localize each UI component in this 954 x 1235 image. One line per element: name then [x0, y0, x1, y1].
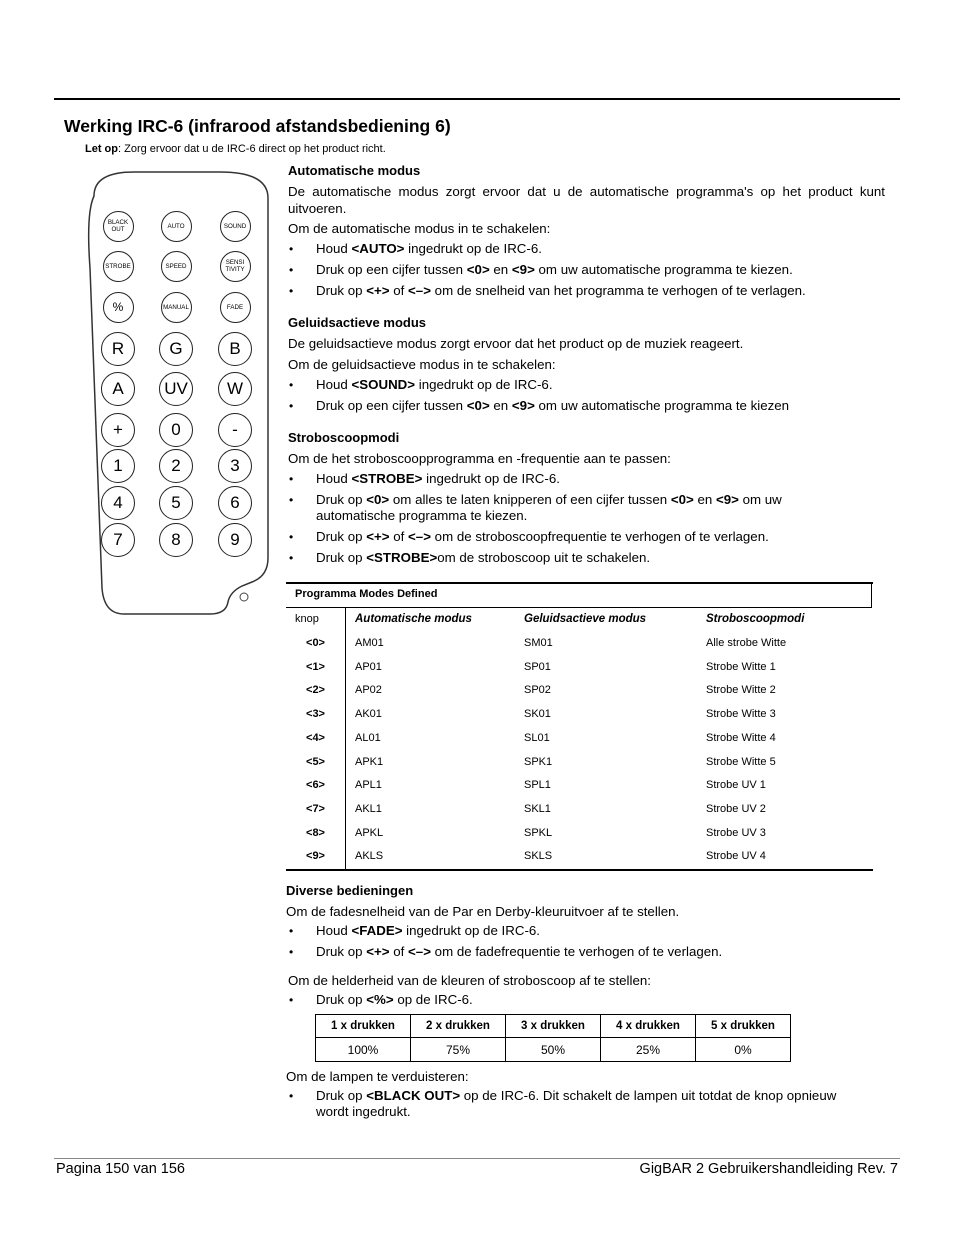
- key-label: <9>: [511, 262, 535, 277]
- diverse-intro-brightness: Om de helderheid van de kleuren of stroboscoop af te stellen:: [288, 973, 651, 988]
- bullet-item: [288, 529, 818, 545]
- remote-button-two: 2: [159, 449, 193, 483]
- key-label: <0>: [466, 262, 490, 277]
- press-count-header: 5 x drukken: [696, 1015, 791, 1038]
- brightness-bullets: [288, 992, 848, 1013]
- program-cell: AKL1: [355, 802, 382, 815]
- auto-intro: Om de automatische modus in te schakelen:: [288, 221, 551, 236]
- note-label: Let op: [85, 143, 118, 155]
- key-label: <STROBE>: [366, 550, 438, 565]
- sound-paragraph: De geluidsactieve modus zorgt ervoor dat het product op de muziek reageert.: [288, 336, 744, 351]
- program-cell: SKL1: [524, 802, 551, 815]
- remote-button-r: R: [101, 332, 135, 366]
- program-cell: SPKL: [524, 826, 553, 839]
- remote-button-auto: AUTO: [161, 211, 192, 242]
- program-cell: Strobe UV 4: [706, 850, 766, 863]
- brightness-table: [315, 1014, 791, 1062]
- program-table-header: Stroboscoopmodi: [706, 613, 805, 625]
- key-label: <STROBE>: [351, 471, 423, 486]
- program-key: <2>: [306, 684, 325, 697]
- bullet-text: of: [389, 529, 409, 544]
- page-title: Werking IRC-6 (infrarood afstandsbediening 6): [64, 116, 451, 136]
- remote-button-fade: FADE: [220, 292, 251, 323]
- remote-button-black-out: BLACK OUT: [103, 211, 134, 242]
- program-table-header: Automatische modus: [355, 613, 472, 625]
- program-key: <7>: [306, 802, 325, 815]
- program-key: <4>: [306, 731, 325, 744]
- press-count-header: 3 x drukken: [506, 1015, 601, 1038]
- remote-button-minus: -: [218, 413, 252, 447]
- bullet-text: ingedrukt op de IRC-6.: [402, 923, 540, 938]
- program-key: <6>: [306, 779, 325, 792]
- key-label: <–>: [408, 283, 431, 298]
- auto-bullets: [288, 241, 848, 304]
- bullet-item: [288, 398, 848, 414]
- bullet-text: Houd: [316, 241, 352, 256]
- diverse-heading: Diverse bedieningen: [286, 883, 414, 898]
- bullet-text: om de fadefrequentie te verhogen of te verlagen.: [430, 944, 723, 959]
- program-cell: Strobe Witte 4: [706, 731, 776, 744]
- bullet-text: of: [389, 944, 409, 959]
- bullet-text: Druk op een cijfer tussen: [316, 262, 467, 277]
- blackout-bullets: [288, 1088, 868, 1125]
- bullet-text: op de IRC-6. Dit schakelt de lampen uit totdat de knop opnieuw wordt ingedrukt.: [316, 1088, 837, 1119]
- bullet-text: Houd: [316, 377, 352, 392]
- remote-control-illustration: [82, 168, 272, 620]
- bullet-text: op de IRC-6.: [393, 992, 473, 1007]
- key-label: <+>: [366, 529, 390, 544]
- program-cell: AP02: [355, 684, 382, 697]
- remote-button-speed: SPEED: [161, 251, 192, 282]
- program-cell: SK01: [524, 708, 551, 721]
- bullet-text: Druk op: [316, 492, 367, 507]
- auto-paragraph: De automatische modus zorgt ervoor dat u de automatische programma's op het product kunt uitvoeren.: [288, 184, 885, 216]
- bullet-item: [288, 492, 818, 524]
- remote-button-w: W: [218, 372, 252, 406]
- bullet-text: om uw automatische programma te kiezen.: [316, 492, 782, 523]
- brightness-value: 50%: [506, 1038, 601, 1062]
- ir-led-icon: [240, 593, 248, 601]
- bullet-item: [288, 471, 818, 487]
- bullet-text: en: [489, 262, 512, 277]
- bullet-item: [288, 262, 848, 278]
- bullet-text: ingedrukt op de IRC-6.: [422, 471, 560, 486]
- remote-button-manual: MANUAL: [161, 292, 192, 323]
- key-label: <9>: [715, 492, 739, 507]
- bullet-item: [288, 923, 848, 939]
- key-label: <0>: [366, 492, 390, 507]
- remote-button-strobe: STROBE: [103, 251, 134, 282]
- remote-button-uv: UV: [159, 372, 193, 406]
- remote-button-plus: +: [101, 413, 135, 447]
- remote-button-one: 1: [101, 449, 135, 483]
- remote-button-a: A: [101, 372, 135, 406]
- bullet-text: Houd: [316, 923, 352, 938]
- bullet-text: om de snelheid van het programma te verhogen of te verlagen.: [430, 283, 806, 298]
- brightness-value: 75%: [411, 1038, 506, 1062]
- key-label: <BLACK OUT>: [366, 1088, 461, 1103]
- remote-button-sensitivity: SENSI TIVITY: [220, 251, 251, 282]
- program-cell: Strobe Witte 5: [706, 755, 776, 768]
- remote-button-sound: SOUND: [220, 211, 251, 242]
- program-cell: Strobe UV 1: [706, 779, 766, 792]
- program-cell: SL01: [524, 731, 550, 744]
- key-label: <0>: [466, 398, 490, 413]
- program-cell: Strobe UV 3: [706, 826, 766, 839]
- bullet-text: en: [489, 398, 512, 413]
- brightness-value: 25%: [601, 1038, 696, 1062]
- auto-heading: Automatische modus: [288, 163, 421, 178]
- program-key: <5>: [306, 755, 325, 768]
- bullet-text: en: [693, 492, 716, 507]
- remote-button-six: 6: [218, 486, 252, 520]
- bullet-item: [288, 944, 848, 960]
- program-cell: AM01: [355, 637, 384, 649]
- program-key: <1>: [306, 660, 325, 673]
- key-label: <0>: [670, 492, 694, 507]
- bullet-text: Druk op: [316, 550, 367, 565]
- program-cell: APL1: [355, 779, 382, 792]
- bullet-text: om uw automatische programma te kiezen.: [534, 262, 793, 277]
- press-count-header: 2 x drukken: [411, 1015, 506, 1038]
- footer-document-title: GigBAR 2 Gebruikershandleiding Rev. 7: [639, 1161, 898, 1177]
- program-cell: AP01: [355, 660, 382, 673]
- key-label: <+>: [366, 283, 390, 298]
- bullet-text: Druk op: [316, 283, 367, 298]
- program-cell: SPK1: [524, 755, 553, 768]
- press-count-header: 4 x drukken: [601, 1015, 696, 1038]
- brightness-value: 100%: [316, 1038, 411, 1062]
- program-table-title: Programma Modes Defined: [295, 588, 438, 600]
- sound-bullets: [288, 377, 848, 419]
- remote-button-b: B: [218, 332, 252, 366]
- bullet-item: [288, 550, 818, 566]
- sound-intro: Om de geluidsactieve modus in te schakelen:: [288, 357, 556, 372]
- key-label: <AUTO>: [351, 241, 405, 256]
- bullet-text: Houd: [316, 471, 352, 486]
- remote-button-zero: 0: [159, 413, 193, 447]
- program-key: <9>: [306, 850, 325, 863]
- sound-heading: Geluidsactieve modus: [288, 315, 426, 330]
- bullet-item: [288, 241, 848, 257]
- program-cell: Strobe UV 2: [706, 802, 766, 815]
- program-cell: Alle strobe Witte: [706, 637, 787, 649]
- key-label: <SOUND>: [351, 377, 416, 392]
- program-key: <0>: [306, 637, 325, 649]
- program-cell: Strobe Witte 2: [706, 684, 776, 697]
- footer-page-number: Pagina 150 van 156: [56, 1161, 185, 1177]
- bullet-text: ingedrukt op de IRC-6.: [404, 241, 542, 256]
- bullet-item: [288, 992, 848, 1008]
- diverse-intro-blackout: Om de lampen te verduisteren:: [286, 1069, 469, 1084]
- program-key: <3>: [306, 708, 325, 721]
- remote-button-three: 3: [218, 449, 252, 483]
- bullet-text: Druk op: [316, 992, 367, 1007]
- key-label: <+>: [366, 944, 390, 959]
- bullet-text: Druk op: [316, 944, 367, 959]
- remote-button-five: 5: [159, 486, 193, 520]
- program-cell: AL01: [355, 731, 381, 744]
- program-cell: SPL1: [524, 779, 551, 792]
- remote-button-eight: 8: [159, 523, 193, 557]
- fade-bullets: [288, 923, 848, 965]
- program-key: <8>: [306, 826, 325, 839]
- remote-button-seven: 7: [101, 523, 135, 557]
- bullet-text: om de stroboscoop uit te schakelen.: [437, 550, 651, 565]
- bullet-text: ingedrukt op de IRC-6.: [415, 377, 553, 392]
- bullet-text: of: [389, 283, 409, 298]
- bullet-item: [288, 377, 848, 393]
- bullet-text: Druk op: [316, 1088, 367, 1103]
- program-cell: AK01: [355, 708, 382, 721]
- program-cell: Strobe Witte 1: [706, 660, 776, 673]
- program-cell: APK1: [355, 755, 384, 768]
- key-label: <%>: [366, 992, 394, 1007]
- bullet-text: om de stroboscoopfrequentie te verhogen of te verlagen.: [430, 529, 769, 544]
- program-table-header: knop: [295, 613, 319, 625]
- key-label: <9>: [511, 398, 535, 413]
- remote-button-percent: %: [103, 292, 134, 323]
- program-cell: APKL: [355, 826, 384, 839]
- remote-button-four: 4: [101, 486, 135, 520]
- program-cell: SM01: [524, 637, 553, 649]
- brightness-value: 0%: [696, 1038, 791, 1062]
- note-text: : Zorg ervoor dat u de IRC-6 direct op het product richt.: [118, 143, 386, 155]
- program-table-header: Geluidsactieve modus: [524, 613, 647, 625]
- remote-button-g: G: [159, 332, 193, 366]
- key-label: <FADE>: [351, 923, 403, 938]
- bullet-text: Druk op: [316, 529, 367, 544]
- bullet-text: Druk op een cijfer tussen: [316, 398, 467, 413]
- key-label: <–>: [408, 529, 431, 544]
- bullet-item: [288, 1088, 868, 1120]
- bullet-text: om alles te laten knipperen of een cijfer tussen: [389, 492, 671, 507]
- strobe-heading: Stroboscoopmodi: [288, 430, 400, 445]
- remote-button-nine: 9: [218, 523, 252, 557]
- bullet-item: [288, 283, 848, 299]
- strobe-intro: Om de het stroboscoopprogramma en -frequentie aan te passen:: [288, 451, 671, 466]
- bullet-text: om uw automatische programma te kiezen: [534, 398, 790, 413]
- note: [85, 143, 386, 155]
- diverse-intro-fade: Om de fadesnelheid van de Par en Derby-kleuruitvoer af te stellen.: [286, 904, 680, 919]
- program-cell: SKLS: [524, 850, 553, 863]
- press-count-header: 1 x drukken: [316, 1015, 411, 1038]
- program-cell: AKLS: [355, 850, 384, 863]
- program-cell: SP01: [524, 660, 551, 673]
- footer-rule: [54, 1158, 900, 1159]
- program-cell: SP02: [524, 684, 551, 697]
- program-cell: Strobe Witte 3: [706, 708, 776, 721]
- key-label: <–>: [408, 944, 431, 959]
- top-rule: [54, 98, 900, 100]
- strobe-bullets: [288, 471, 818, 571]
